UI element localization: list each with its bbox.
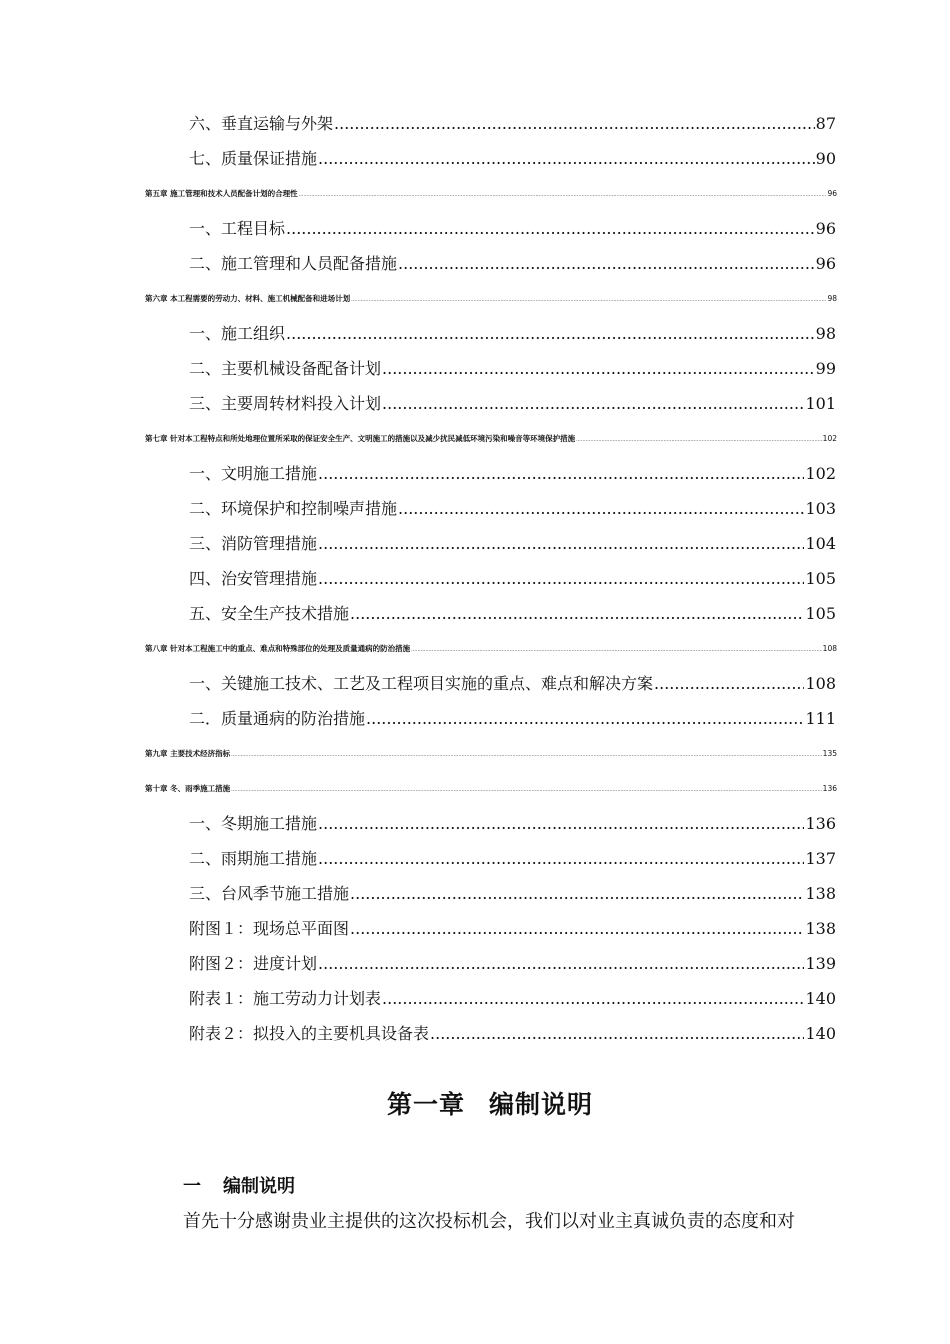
toc-dot-leader (654, 666, 804, 701)
chapter-heading (0, 1085, 950, 1121)
toc-dot-leader (231, 736, 822, 773)
toc-dot-leader (411, 631, 822, 668)
toc-page-number: 136 (805, 814, 836, 833)
toc-dot-leader (382, 386, 804, 421)
toc-label: 第五章 施工管理和技术人员配备计划的合理性 (145, 189, 298, 198)
toc-dot-leader (231, 771, 822, 808)
toc-entry-row[interactable] (189, 946, 836, 981)
toc-page-number: 111 (805, 709, 836, 728)
toc-page-number: 138 (805, 919, 836, 938)
toc-label: 附图２：进度计划 (189, 954, 318, 973)
toc-page-number: 99 (815, 359, 836, 378)
toc-label: 一、工程目标 (189, 219, 286, 238)
toc-chapter-row[interactable] (145, 176, 837, 211)
toc-chapter-row[interactable] (145, 421, 837, 456)
toc-page-number: 105 (805, 604, 836, 623)
chapter-heading-title: 编制说明 (489, 1090, 594, 1119)
toc-page-number: 140 (805, 989, 836, 1008)
toc-label: 一、冬期施工措施 (189, 814, 318, 833)
toc-label: 七、质量保证措施 (189, 149, 318, 168)
chapter-heading-number: 第一章 (386, 1090, 465, 1119)
toc-entry-row[interactable] (189, 911, 836, 946)
toc-dot-leader (299, 176, 827, 213)
toc-label: 六、垂直运输与外架 (189, 114, 334, 133)
toc-label: 二、主要机械设备配备计划 (189, 359, 382, 378)
toc-page-number: 96 (827, 189, 837, 198)
toc-entry-row[interactable] (189, 456, 836, 491)
toc-page-number: 101 (805, 394, 836, 413)
toc-chapter-row[interactable] (145, 736, 837, 771)
toc-page-number: 136 (822, 784, 837, 793)
toc-page-number: 103 (805, 499, 836, 518)
toc-label: 三、主要周转材料投入计划 (189, 394, 382, 413)
toc-entry-row[interactable] (189, 701, 836, 736)
toc-entry-row[interactable] (189, 981, 836, 1016)
toc-page-number: 102 (805, 464, 836, 483)
toc-dot-leader (398, 491, 804, 526)
toc-entry-row[interactable] (189, 1016, 836, 1051)
toc-label: 一、关键施工技术、工艺及工程项目实施的重点、难点和解决方案 (189, 674, 654, 693)
toc-label: 三、消防管理措施 (189, 534, 318, 553)
toc-label: 附表１：施工劳动力计划表 (189, 989, 382, 1008)
toc-dot-leader (382, 351, 815, 386)
toc-dot-leader (318, 141, 815, 176)
toc-label: 第九章 主要技术经济指标 (145, 749, 231, 758)
toc-dot-leader (366, 701, 804, 736)
toc-entry-row[interactable] (189, 841, 836, 876)
toc-page-number: 102 (822, 434, 837, 443)
toc-label: 一、施工组织 (189, 324, 286, 343)
toc-label: 四、治安管理措施 (189, 569, 318, 588)
toc-label: 二、环境保护和控制噪声措施 (189, 499, 398, 518)
toc-page-number: 135 (822, 749, 837, 758)
toc-dot-leader (318, 456, 804, 491)
toc-page-number: 104 (805, 534, 836, 553)
toc-label: 五、安全生产技术措施 (189, 604, 350, 623)
toc-page-number: 140 (805, 1024, 836, 1043)
toc-dot-leader (351, 281, 826, 318)
toc-entry-row[interactable] (189, 316, 836, 351)
table-of-contents (0, 106, 950, 1051)
toc-dot-leader (350, 911, 804, 946)
toc-label: 一、文明施工措施 (189, 464, 318, 483)
section-heading-title: 编制说明 (223, 1176, 295, 1197)
toc-page-number: 139 (805, 954, 836, 973)
body-paragraph: 首先十分感谢贵业主提供的这次投标机会，我们以对业主真诚负责的态度和对 (183, 1211, 795, 1232)
toc-label: 二．质量通病的防治措施 (189, 709, 366, 728)
toc-chapter-row[interactable] (145, 631, 837, 666)
toc-entry-row[interactable] (189, 666, 836, 701)
toc-label: 第十章 冬、雨季施工措施 (145, 784, 231, 793)
toc-dot-leader (350, 596, 804, 631)
toc-dot-leader (430, 1016, 804, 1051)
toc-entry-row[interactable] (189, 386, 836, 421)
toc-chapter-row[interactable] (145, 281, 837, 316)
toc-entry-row[interactable] (189, 141, 836, 176)
toc-entry-row[interactable] (189, 596, 836, 631)
toc-dot-leader (286, 316, 815, 351)
toc-page-number: 96 (815, 219, 836, 238)
toc-label: 附表２：拟投入的主要机具设备表 (189, 1024, 430, 1043)
toc-page-number: 137 (805, 849, 836, 868)
toc-page-number: 108 (822, 644, 837, 653)
toc-dot-leader (318, 561, 804, 596)
toc-dot-leader (318, 841, 804, 876)
toc-page-number: 108 (805, 674, 836, 693)
toc-chapter-row[interactable] (145, 771, 837, 806)
toc-dot-leader (350, 876, 804, 911)
toc-entry-row[interactable] (189, 246, 836, 281)
toc-entry-row[interactable] (189, 526, 836, 561)
toc-page-number: 105 (805, 569, 836, 588)
toc-label: 第六章 本工程需要的劳动力、材料、施工机械配备和进场计划 (145, 294, 351, 303)
toc-page-number: 87 (815, 114, 836, 133)
section-heading-number: 一 (183, 1176, 201, 1197)
toc-entry-row[interactable] (189, 876, 836, 911)
toc-entry-row[interactable] (189, 106, 836, 141)
toc-dot-leader (382, 981, 804, 1016)
toc-dot-leader (318, 946, 804, 981)
toc-label: 二、施工管理和人员配备措施 (189, 254, 398, 273)
toc-entry-row[interactable] (189, 561, 836, 596)
toc-page-number: 98 (827, 294, 837, 303)
toc-dot-leader (318, 526, 804, 561)
toc-label: 第八章 针对本工程施工中的重点、难点和特殊部位的处理及质量通病的防治措施 (145, 644, 411, 653)
section-heading (183, 1172, 295, 1198)
toc-entry-row[interactable] (189, 806, 836, 841)
toc-dot-leader (398, 246, 815, 281)
toc-page-number: 90 (815, 149, 836, 168)
toc-label: 附图１：现场总平面图 (189, 919, 350, 938)
toc-entry-row[interactable] (189, 211, 836, 246)
toc-label: 二、雨期施工措施 (189, 849, 318, 868)
toc-page-number: 98 (815, 324, 836, 343)
toc-page-number: 96 (815, 254, 836, 273)
toc-label: 三、台风季节施工措施 (189, 884, 350, 903)
toc-label: 第七章 针对本工程特点和所处地理位置所采取的保证安全生产、文明施工的措施以及减少扰民减低环境污染和噪音等环境保护措施 (145, 434, 576, 443)
toc-entry-row[interactable] (189, 351, 836, 386)
toc-dot-leader (286, 211, 815, 246)
toc-page-number: 138 (805, 884, 836, 903)
toc-dot-leader (318, 806, 804, 841)
toc-dot-leader (334, 106, 815, 141)
toc-dot-leader (576, 421, 822, 458)
toc-entry-row[interactable] (189, 491, 836, 526)
